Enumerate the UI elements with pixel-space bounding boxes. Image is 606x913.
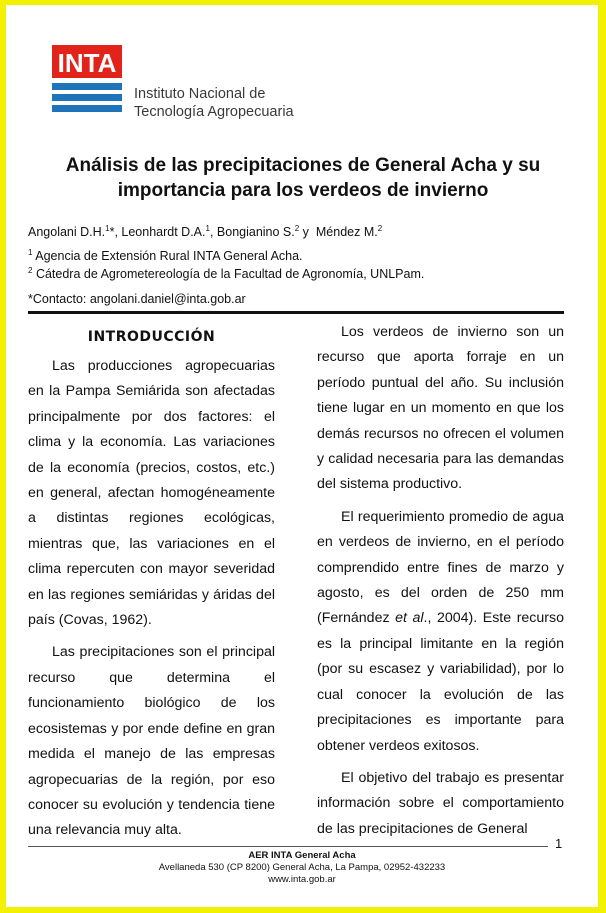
logo-brand-text: INTA bbox=[57, 48, 117, 78]
author-affiliation-mark: 2 bbox=[377, 223, 383, 233]
author-affiliation-mark: 2 bbox=[294, 223, 300, 233]
body-paragraph: El requerimiento promedio de agua en verdeos de invierno, en el período comprendido entre fines de marzo y agosto, es del orden de 250 mm (Fernández et al., 2004). Este recurso es la principal limitante en la región (por su escasez y variabilidad), por lo cual conocer la evolución de las precipitaciones es importante para obtener verdeos exitosos. bbox=[317, 508, 564, 754]
title-line2: importancia para los verdeos de invierno bbox=[117, 180, 489, 201]
affiliation: $^1$ Agencia de Extensión Rural INTA General Acha. bbox=[28, 247, 303, 263]
author-name: Angolani D.H. bbox=[28, 225, 106, 239]
institute-name-line1: Instituto Nacional de bbox=[134, 86, 266, 102]
footer-org: AER INTA General Acha bbox=[248, 850, 356, 861]
title-line1: Análisis de las precipitaciones de General Acha y su bbox=[65, 155, 541, 176]
body-paragraph: El objetivo del trabajo es presentar información sobre el comportamiento de las precipitaciones de General bbox=[317, 769, 564, 837]
author-name: Bongianino S. bbox=[216, 225, 295, 239]
footer-website: www.inta.gob.ar bbox=[268, 874, 336, 885]
author-list: Angolani D.H.$^1$*, Leonhardt D.A.$^1$, Bongianino S.$^2$ y Méndez M.$^2$ bbox=[28, 223, 383, 239]
page-footer bbox=[6, 850, 598, 886]
logo-blue-stripe bbox=[52, 94, 122, 101]
contact-mark: * bbox=[109, 225, 115, 239]
paper-title bbox=[26, 153, 580, 203]
header-divider bbox=[28, 311, 564, 314]
body-paragraph: Las precipitaciones son el principal recurso que determina el funcionamiento biológico de los ecosistemas y por ende define en gran medida el manejo de las empresas agropecuarias de la región, por eso conocer su evolución y tendencia tiene una relevancia muy alta. bbox=[28, 644, 275, 839]
citation-italic: et al bbox=[395, 610, 424, 627]
section-heading: INTRODUCCIÓN bbox=[87, 329, 216, 345]
author-name: Méndez M. bbox=[315, 225, 378, 239]
body-paragraph: Los verdeos de invierno son un recurso que aporta forraje en un período puntual del año. Su inclusión tiene lugar en un momento en que los demás recursos no ofrecen el volumen y calidad necesaria para las demandas del sistema productivo. bbox=[317, 324, 564, 493]
affiliation: $^2$ Cátedra de Agrometereología de la Facultad de Agronomía, UNLPam. bbox=[28, 265, 425, 281]
body-paragraph: Las producciones agropecuarias en la Pampa Semiárida son afectadas principalmente por dos factores: el clima y la economía. Las variaciones de la economía (precios, costos, etc.) en general, afectan homogéneamente a distintas regiones ecológicas, mientras que, las variaciones en el clima repercuten con mayor severidad en las regiones semiáridas y áridas del país (Covas, 1962). bbox=[28, 358, 275, 629]
institute-name-line2: Tecnología Agropecuaria bbox=[134, 104, 294, 120]
footer-address: Avellaneda 530 (CP 8200) General Acha, La Pampa, 02952-432233 bbox=[158, 862, 446, 873]
author-affiliation-mark: 1 bbox=[105, 223, 110, 233]
institute-name bbox=[134, 85, 294, 121]
inta-logo bbox=[52, 45, 122, 115]
footer-divider bbox=[28, 846, 548, 847]
author-affiliation-mark: 1 bbox=[205, 223, 210, 233]
logo-blue-stripe bbox=[52, 105, 122, 112]
page-number: 1 bbox=[555, 836, 563, 851]
left-column bbox=[28, 320, 275, 851]
right-column bbox=[317, 320, 564, 849]
logo-blue-stripe bbox=[52, 83, 122, 90]
contact-email: *Contacto: angolani.daniel@inta.gob.ar bbox=[28, 292, 246, 306]
document-page bbox=[6, 5, 598, 907]
author-name: Leonhardt D.A. bbox=[121, 225, 206, 239]
